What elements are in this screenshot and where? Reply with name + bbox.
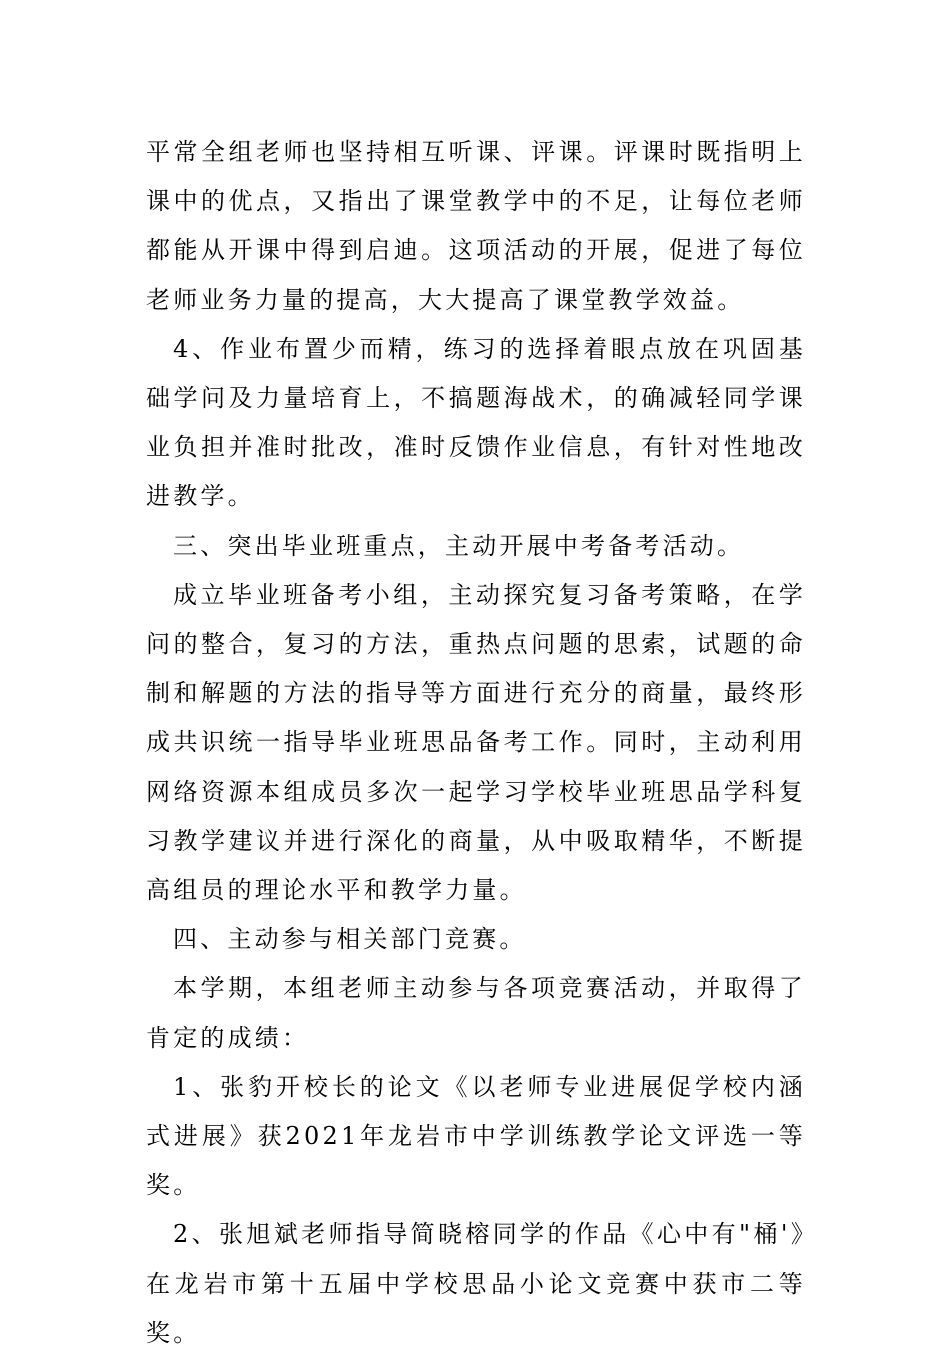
paragraph-award-two: 2、张旭斌老师指导简晓榕同学的作品《心中有"桶'》在龙岩市第十五届中学校思品小论文竞赛中获市二等奖。	[146, 1220, 806, 1347]
paragraph-competitions: 本学期，本组老师主动参与各项竞赛活动，并取得了肯定的成绩：	[146, 974, 806, 1052]
paragraph-homework: 4、作业布置少而精，练习的选择着眼点放在巩固基础学问及力量培育上，不搞题海战术，的确减轻同学课业负担并准时批改，准时反馈作业信息，有针对性地改进教学。	[146, 334, 806, 511]
paragraph-award-one: 1、张豹开校长的论文《以老师专业进展促学校内涵式进展》获2021年龙岩市中学训练教学论文评选一等奖。	[146, 1072, 806, 1200]
paragraph-peer-review: 平常全组老师也坚持相互听课、评课。评课时既指明上课中的优点，又指出了课堂教学中的不足，让每位老师都能从开课中得到启迪。这项活动的开展，促进了每位老师业务力量的提高，大大提高了课堂教学效益。	[146, 138, 806, 314]
section-heading-three: 三、突出毕业班重点，主动开展中考备考活动。	[173, 531, 745, 560]
document-body	[146, 128, 806, 1358]
section-heading-four: 四、主动参与相关部门竞赛。	[173, 925, 527, 954]
paragraph-exam-prep: 成立毕业班备考小组，主动探究复习备考策略，在学问的整合，复习的方法，重热点问题的思索，试题的命制和解题的方法的指导等方面进行充分的商量，最终形成共识统一指导毕业班思品备考工作。同时，主动利用网络资源本组成员多次一起学习学校毕业班思品学科复习教学建议并进行深化的商量，从中吸取精华，不断提高组员的理论水平和教学力量。	[146, 580, 806, 905]
